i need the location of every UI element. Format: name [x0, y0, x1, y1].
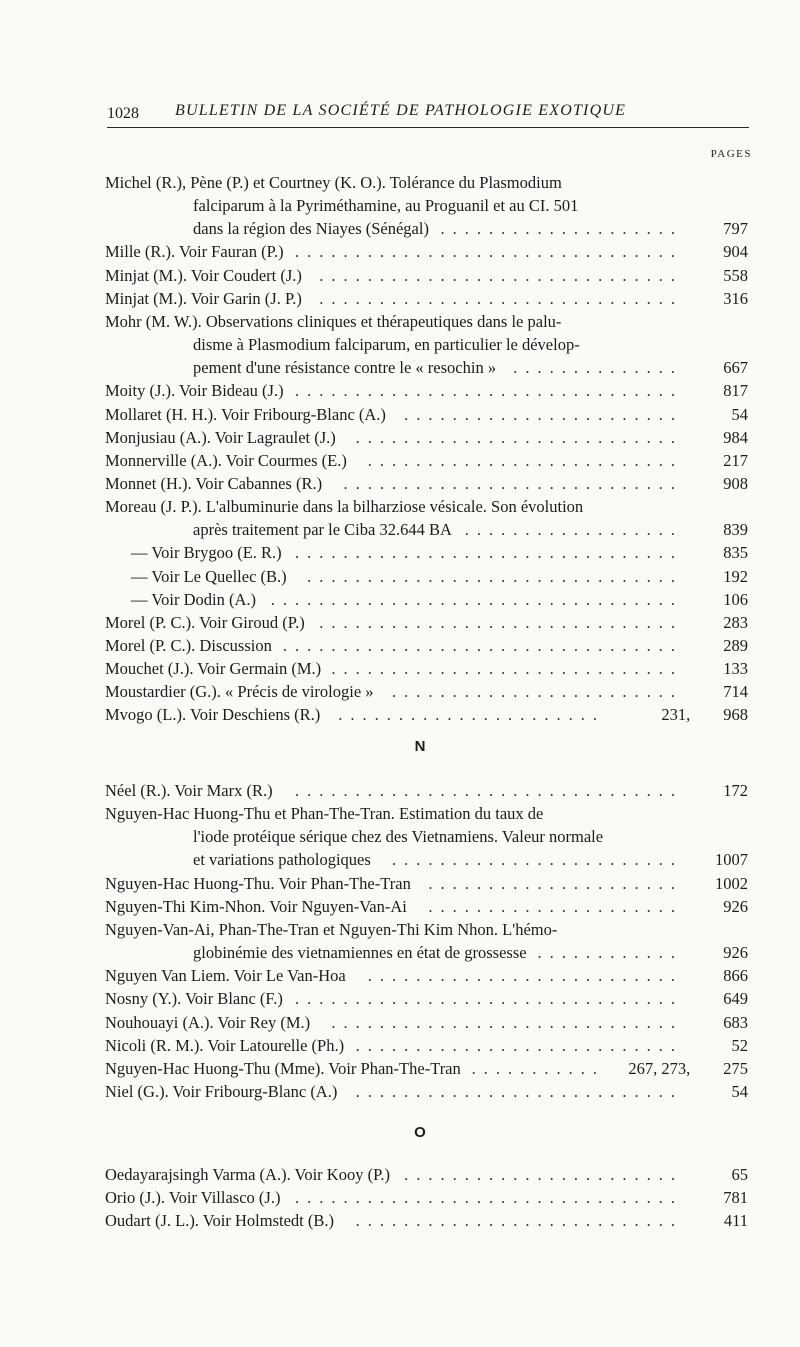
entry-pages: 65	[731, 1165, 748, 1184]
entry-text: Mille (R.). Voir Fauran (P.)	[105, 242, 284, 262]
dot-leader: ............	[537, 942, 683, 962]
index-entry	[105, 588, 683, 611]
entry-pages: 231, 968	[661, 705, 748, 725]
entry-text: Néel (R.). Voir Marx (R.)	[105, 781, 273, 800]
entry-pages: 54	[731, 404, 748, 424]
dot-leader: ............................	[343, 473, 683, 493]
dot-leader: .................................	[282, 636, 683, 655]
index-entry	[105, 634, 683, 657]
dot-leader: ...........................	[355, 1035, 683, 1055]
entry-pages: 54	[731, 1081, 748, 1101]
entry-pages: 714	[723, 682, 748, 702]
entry-text: — Voir Brygoo (E. R.)	[131, 543, 282, 563]
dot-leader: ................................	[295, 381, 683, 401]
index-entry	[105, 964, 683, 987]
dot-leader: .......................	[404, 404, 683, 424]
dot-leader: ........................	[392, 850, 683, 870]
entry-text: Oudart (J. L.). Voir Holmstedt (B.)	[105, 1211, 334, 1231]
entry-pages: 217	[723, 450, 748, 470]
index-entry	[105, 426, 683, 449]
index-entry	[105, 1034, 683, 1057]
entry-pages: 1007	[715, 850, 748, 870]
dot-leader: ..............................	[319, 288, 683, 308]
entry-text: Moity (J.). Voir Bideau (J.)	[105, 381, 284, 401]
entry-pages: 908	[723, 473, 748, 493]
entry-text: falciparum à la Pyriméthamine, au Proguanil et au CI. 501	[193, 196, 579, 215]
entry-pages: 904	[723, 242, 748, 262]
entry-text: Nguyen Van Liem. Voir Le Van-Hoa	[105, 966, 346, 986]
index-entry	[105, 1011, 683, 1034]
entry-text: Nguyen-Hac Huong-Thu et Phan-The-Tran. Estimation du taux de	[105, 804, 544, 824]
index-entry	[105, 310, 683, 379]
dot-leader: .............................	[331, 659, 683, 679]
index-entry	[105, 171, 683, 240]
dot-leader: ........................	[392, 682, 683, 702]
entry-text: dans la région des Niayes (Sénégal)	[193, 219, 429, 238]
entry-pages: 667	[723, 358, 748, 378]
entry-text: Monnet (H.). Voir Cabannes (R.)	[105, 473, 323, 493]
entry-text: Nouhouayi (A.). Voir Rey (M.)	[105, 1012, 311, 1032]
index-entry	[105, 1186, 683, 1209]
dot-leader: ..................................	[270, 589, 683, 609]
entry-pages: 52	[731, 1035, 748, 1055]
index-entry	[105, 472, 683, 495]
entry-text: et variations pathologiques	[193, 850, 371, 870]
entry-text: Moreau (J. P.). L'albuminurie dans la bilharziose vésicale. Son évolution	[105, 497, 584, 517]
entry-text: Mouchet (J.). Voir Germain (M.)	[105, 659, 322, 679]
entry-text: disme à Plasmodium falciparum, en particulier le dévelop-	[193, 334, 580, 354]
index-entry	[105, 872, 683, 895]
entry-text: Mvogo (L.). Voir Deschiens (R.)	[105, 705, 321, 725]
entry-pages: 289	[723, 636, 748, 655]
entry-pages: 316	[723, 288, 748, 308]
entry-text: pement d'une résistance contre le « resochin »	[193, 357, 497, 377]
entry-text: Mollaret (H. H.). Voir Fribourg-Blanc (A.)	[105, 404, 386, 424]
entry-text: Morel (P. C.). Voir Giroud (P.)	[105, 612, 305, 632]
index-entry	[105, 987, 683, 1010]
index-entry	[105, 1209, 683, 1232]
running-title: BULLETIN DE LA SOCIÉTÉ DE PATHOLOGIE EXOTIQUE	[175, 102, 627, 119]
entry-pages: 797	[723, 219, 748, 239]
entry-text: Minjat (M.). Voir Coudert (J.)	[105, 265, 302, 285]
entry-pages: 411	[723, 1211, 748, 1231]
index-entry	[105, 918, 683, 964]
entry-text: Nguyen-Hac Huong-Thu. Voir Phan-The-Tran	[105, 873, 411, 893]
index-entry	[105, 403, 683, 426]
entry-text: Monnerville (A.). Voir Courmes (E.)	[105, 450, 347, 470]
index-entry	[105, 703, 605, 726]
entry-pages: 839	[723, 520, 748, 540]
dot-leader: ................................	[295, 781, 683, 800]
entry-text: Nguyen-Thi Kim-Nhon. Voir Nguyen-Van-Ai	[105, 896, 407, 916]
entry-text: Nosny (Y.). Voir Blanc (F.)	[105, 989, 283, 1009]
entry-text: l'iode protéique sérique chez des Vietnamiens. Valeur normale	[193, 827, 604, 847]
dot-leader: ..............................	[319, 612, 683, 632]
entry-text: Orio (J.). Voir Villasco (J.)	[105, 1188, 281, 1208]
index-entry	[105, 657, 683, 680]
entry-text: — Voir Dodin (A.)	[131, 589, 256, 609]
running-header	[107, 99, 747, 129]
entry-text: Morel (P. C.). Discussion	[105, 636, 272, 655]
dot-leader: ...........	[471, 1058, 605, 1078]
dot-leader: ...............................	[307, 566, 683, 586]
entry-pages: 267, 273, 275	[628, 1058, 748, 1078]
entry-pages: 133	[723, 659, 748, 679]
entry-pages: 835	[723, 543, 748, 563]
dot-leader: .......................	[404, 1165, 683, 1184]
index-entry	[105, 449, 683, 472]
dot-leader: ....................	[440, 219, 683, 238]
entry-text: Michel (R.), Pène (P.) et Courtney (K. O.). Tolérance du Plasmodium	[105, 173, 562, 192]
dot-leader: ................................	[295, 543, 683, 563]
dot-leader: .............................	[331, 1012, 683, 1032]
dot-leader: ................................	[295, 989, 683, 1009]
dot-leader: .....................	[428, 896, 683, 916]
header-rule	[107, 127, 749, 128]
dot-leader: ...........................	[355, 1211, 683, 1231]
dot-leader: ..........................	[367, 450, 683, 470]
index-entry	[105, 1080, 683, 1103]
entry-text: — Voir Le Quellec (B.)	[131, 566, 287, 586]
index-entry	[105, 264, 683, 287]
index-entry	[105, 802, 683, 871]
section-letter-o: O	[414, 1124, 426, 1141]
index-entry	[105, 779, 683, 802]
entry-pages: 926	[723, 896, 748, 916]
entry-text: Mohr (M. W.). Observations cliniques et thérapeutiques dans le palu-	[105, 311, 562, 331]
pages-column-label: PAGES	[710, 148, 752, 160]
entry-pages: 817	[723, 381, 748, 401]
dot-leader: ................................	[295, 242, 683, 262]
entry-pages: 984	[723, 427, 748, 447]
entry-text: Minjat (M.). Voir Garin (J. P.)	[105, 288, 302, 308]
dot-leader: ...........................	[355, 1081, 683, 1101]
index-entry	[105, 1057, 605, 1080]
dot-leader: .....................	[428, 873, 683, 893]
entry-pages: 283	[723, 612, 748, 632]
index-entry	[105, 287, 683, 310]
entry-text: Moustardier (G.). « Précis de virologie »	[105, 682, 374, 702]
entry-text: Nguyen-Van-Ai, Phan-The-Tran et Nguyen-Thi Kim Nhon. L'hémo-	[105, 919, 558, 939]
entry-text: Nguyen-Hac Huong-Thu (Mme). Voir Phan-The-Tran	[105, 1058, 461, 1078]
entry-pages: 558	[723, 265, 748, 285]
index-entry	[105, 379, 683, 402]
dot-leader: ..............	[513, 357, 683, 377]
entry-pages: 172	[723, 781, 748, 800]
dot-leader: ..........................	[367, 966, 683, 986]
entry-pages: 106	[723, 589, 748, 609]
entry-pages: 926	[723, 943, 748, 963]
index-entry	[105, 240, 683, 263]
entry-text: Oedayarajsingh Varma (A.). Voir Kooy (P.)	[105, 1165, 391, 1184]
entry-pages: 683	[723, 1012, 748, 1032]
entry-text: Niel (G.). Voir Fribourg-Blanc (A.)	[105, 1081, 338, 1101]
entry-pages: 1002	[715, 873, 748, 893]
entry-text: après traitement par le Ciba 32.644 BA	[193, 520, 452, 540]
entry-text: globinémie des vietnamiennes en état de grossesse	[193, 942, 527, 962]
entry-text: Nicoli (R. M.). Voir Latourelle (Ph.)	[105, 1035, 345, 1055]
dot-leader: ......................	[338, 705, 605, 725]
dot-leader: ..................	[464, 520, 683, 540]
dot-leader: ...........................	[355, 427, 683, 447]
section-letter-n: N	[414, 738, 426, 755]
index-entry	[105, 495, 683, 541]
index-entry	[105, 565, 683, 588]
index-entry	[105, 611, 683, 634]
dot-leader: ..............................	[319, 265, 683, 285]
entry-pages: 192	[723, 566, 748, 586]
page-number: 1028	[107, 105, 139, 122]
entry-pages: 649	[723, 989, 748, 1009]
index-entry	[105, 895, 683, 918]
dot-leader: ................................	[295, 1188, 683, 1208]
index-entry	[105, 1163, 683, 1186]
index-entry	[105, 680, 683, 703]
entry-pages: 781	[723, 1188, 748, 1208]
entry-pages: 866	[723, 966, 748, 986]
entry-text: Monjusiau (A.). Voir Lagraulet (J.)	[105, 427, 336, 447]
index-entry	[105, 541, 683, 564]
